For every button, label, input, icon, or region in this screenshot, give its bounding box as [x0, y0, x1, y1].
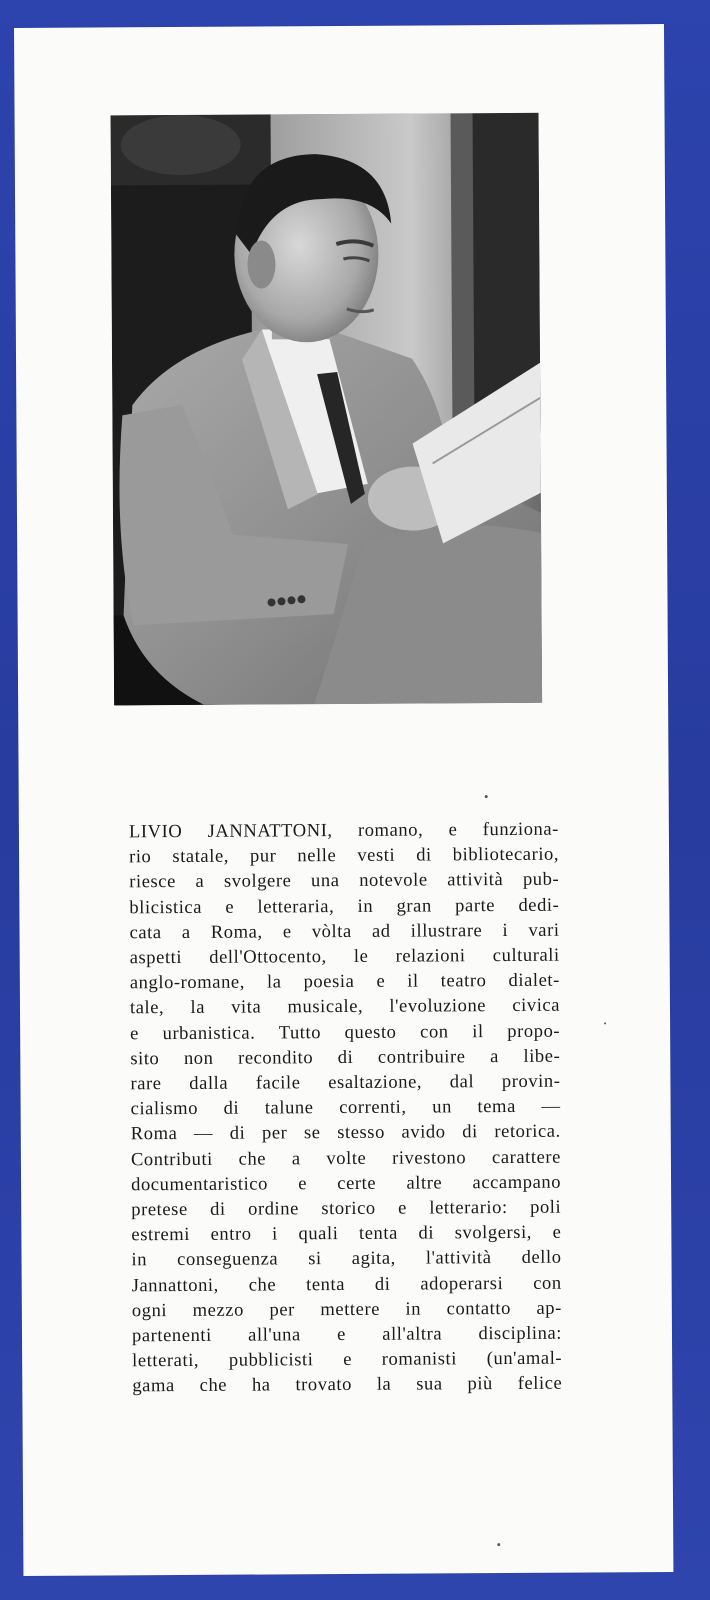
bio-line: rio statale, pur nelle vesti di bibliotecario,	[129, 843, 560, 868]
bio-line: anglo-romane, la poesia e il teatro dialet-	[129, 969, 560, 994]
bio-line: pretese di ordine storico e letterario: poli	[131, 1196, 562, 1221]
dust-speck	[497, 1543, 500, 1546]
bio-line: rare dalla facile esaltazione, dal provin-	[130, 1070, 561, 1095]
bio-line: documentaristico e certe altre accampano	[131, 1171, 562, 1196]
bio-line: partenenti all'una e all'altra disciplina:	[131, 1322, 563, 1347]
bio-line: aspetti dell'Ottocento, le relazioni culturali	[129, 944, 560, 969]
dust-speck	[485, 795, 488, 798]
bio-line: Roma — di per se stesso avido di retorica.	[130, 1121, 561, 1145]
bio-line: sito non recondito di contribuire a libe-	[130, 1045, 561, 1070]
bio-line: tale, la vita musicale, l'evoluzione civica	[129, 995, 561, 1019]
bio-line: e urbanistica. Tutto questo con il propo-	[130, 1020, 561, 1044]
dust-speck	[604, 1022, 606, 1024]
author-biography-text	[129, 817, 563, 1399]
author-portrait-photo	[111, 113, 543, 706]
bio-line: blicistica e letteraria, in gran parte dedi-	[129, 894, 560, 918]
bio-line: Jannattoni, che tenta di adoperarsi con	[131, 1272, 562, 1296]
bio-line: in conseguenza si agita, l'attività dello	[131, 1247, 562, 1271]
bio-line: ogni mezzo per mettere in contatto ap-	[131, 1297, 562, 1322]
book-flap-page	[14, 24, 673, 1576]
bio-line: letterati, pubblicisti e romanisti (un'amal-	[132, 1347, 563, 1372]
bio-line: Contributi che a volte rivestono carattere	[130, 1146, 561, 1170]
bio-line: LIVIO JANNATTONI, romano, e funziona-	[128, 818, 559, 843]
portrait-image	[111, 113, 543, 706]
bio-line: estremi entro i quali tenta di svolgersi, e	[131, 1221, 562, 1246]
bio-line: gama che ha trovato la sua più felice	[132, 1373, 563, 1397]
bio-line: riesce a svolgere una notevole attività pub-	[129, 869, 560, 893]
bio-line: cata a Roma, e vòlta ad illustrare i vari	[129, 919, 560, 944]
bio-line: cialismo di talune correnti, un tema —	[130, 1095, 561, 1120]
